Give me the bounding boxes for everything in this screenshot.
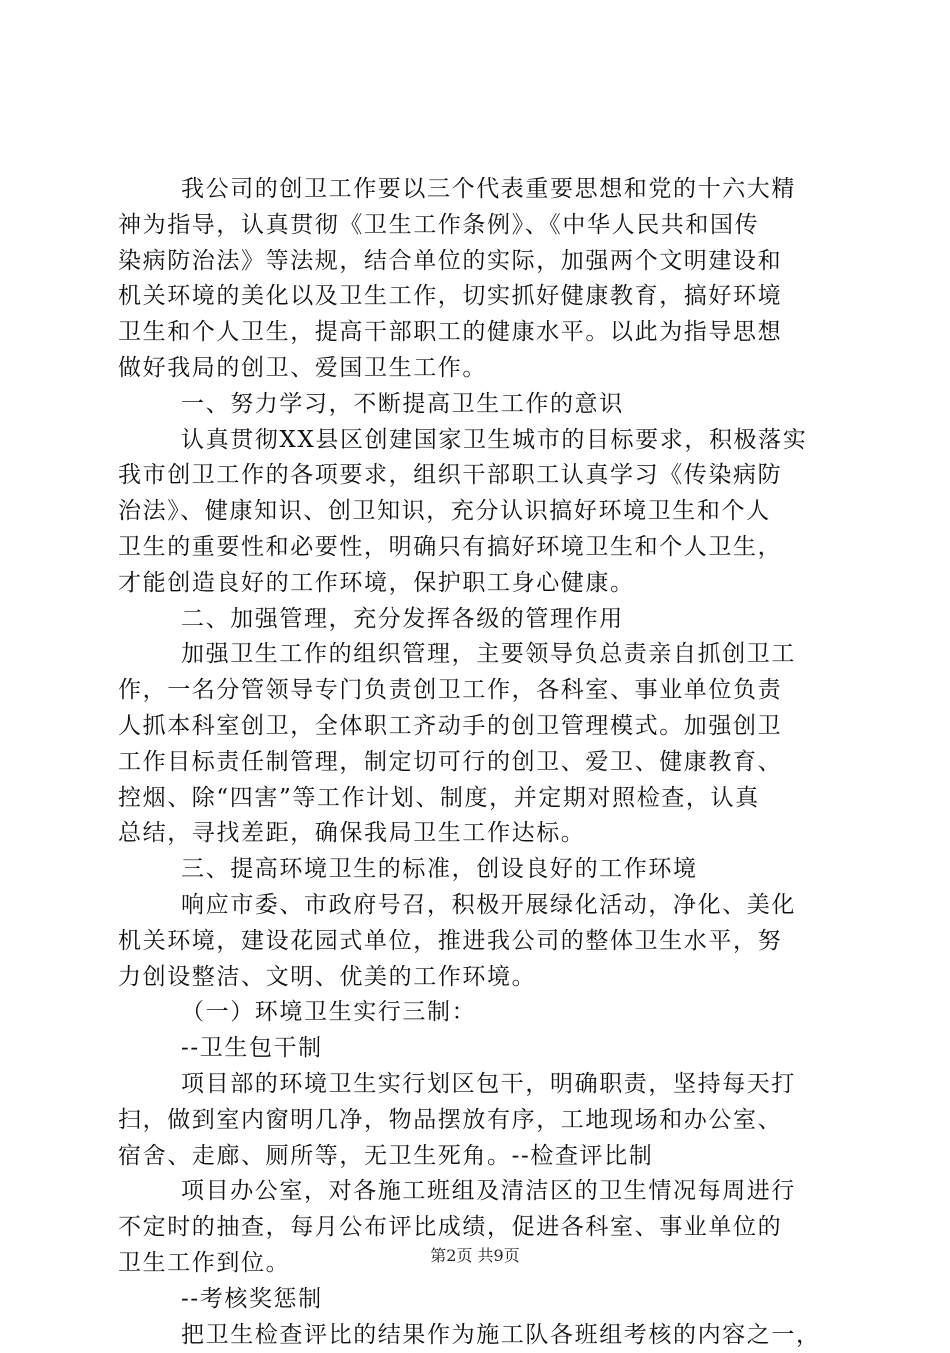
text-line: 人抓本科室创卫，全体职工齐动手的创卫管理模式。加强创卫 xyxy=(118,709,838,745)
text-line: 我公司的创卫工作要以三个代表重要思想和党的十六大精 xyxy=(118,172,838,208)
text-line: （一）环境卫生实行三制： xyxy=(118,995,838,1031)
text-line: 力创设整洁、文明、优美的工作环境。 xyxy=(118,960,838,996)
text-line: 响应市委、市政府号召，积极开展绿化活动，净化、美化 xyxy=(118,888,838,924)
text-line: 做好我局的创卫、爱国卫生工作。 xyxy=(118,351,838,387)
text-line: 一、努力学习，不断提高卫生工作的意识 xyxy=(118,387,838,423)
text-line: 才能创造良好的工作环境，保护职工身心健康。 xyxy=(118,566,838,602)
text-line: 卫生和个人卫生，提高干部职工的健康水平。以此为指导思想 xyxy=(118,315,838,351)
page-footer: 第2页 共9页 xyxy=(0,1246,950,1266)
text-line: 把卫生检查评比的结果作为施工队各班组考核的内容之一， xyxy=(118,1318,838,1353)
text-line: 总结，寻找差距，确保我局卫生工作达标。 xyxy=(118,816,838,852)
text-line: 神为指导，认真贯彻《卫生工作条例》、《中华人民共和国传 xyxy=(118,208,838,244)
text-line: 控烟、除“四害”等工作计划、制度，并定期对照检查，认真 xyxy=(118,781,838,817)
text-line: 项目部的环境卫生实行划区包干，明确职责，坚持每天打 xyxy=(118,1067,838,1103)
text-line: 卫生工作到位。 xyxy=(118,1246,838,1282)
text-line: 扫，做到室内窗明几净，物品摆放有序，工地现场和办公室、 xyxy=(118,1103,838,1139)
text-line: 项目办公室，对各施工班组及清洁区的卫生情况每周进行 xyxy=(118,1174,838,1210)
text-line: 不定时的抽查，每月公布评比成绩，促进各科室、事业单位的 xyxy=(118,1210,838,1246)
text-line: 认真贯彻XX县区创建国家卫生城市的目标要求，积极落实 xyxy=(118,423,838,459)
text-line: 宿舍、走廊、厕所等，无卫生死角。--检查评比制 xyxy=(118,1139,838,1175)
text-line: 治法》、健康知识、创卫知识，充分认识搞好环境卫生和个人 xyxy=(118,494,838,530)
text-line: 二、加强管理，充分发挥各级的管理作用 xyxy=(118,602,838,638)
text-line: --考核奖惩制 xyxy=(118,1282,838,1318)
text-line: 工作目标责任制管理，制定切可行的创卫、爱卫、健康教育、 xyxy=(118,745,838,781)
text-line: 机关环境，建设花园式单位，推进我公司的整体卫生水平，努 xyxy=(118,924,838,960)
document-body xyxy=(118,172,838,1353)
text-line: --卫生包干制 xyxy=(118,1031,838,1067)
text-line: 染病防治法》等法规，结合单位的实际，加强两个文明建设和 xyxy=(118,244,838,280)
text-line: 作，一名分管领导专门负责创卫工作，各科室、事业单位负责 xyxy=(118,673,838,709)
text-line: 卫生的重要性和必要性，明确只有搞好环境卫生和个人卫生， xyxy=(118,530,838,566)
text-line: 机关环境的美化以及卫生工作，切实抓好健康教育，搞好环境 xyxy=(118,279,838,315)
text-line: 三、提高环境卫生的标准，创设良好的工作环境 xyxy=(118,852,838,888)
text-line: 加强卫生工作的组织管理，主要领导负总责亲自抓创卫工 xyxy=(118,637,838,673)
text-line: 我市创卫工作的各项要求，组织干部职工认真学习《传染病防 xyxy=(118,458,838,494)
